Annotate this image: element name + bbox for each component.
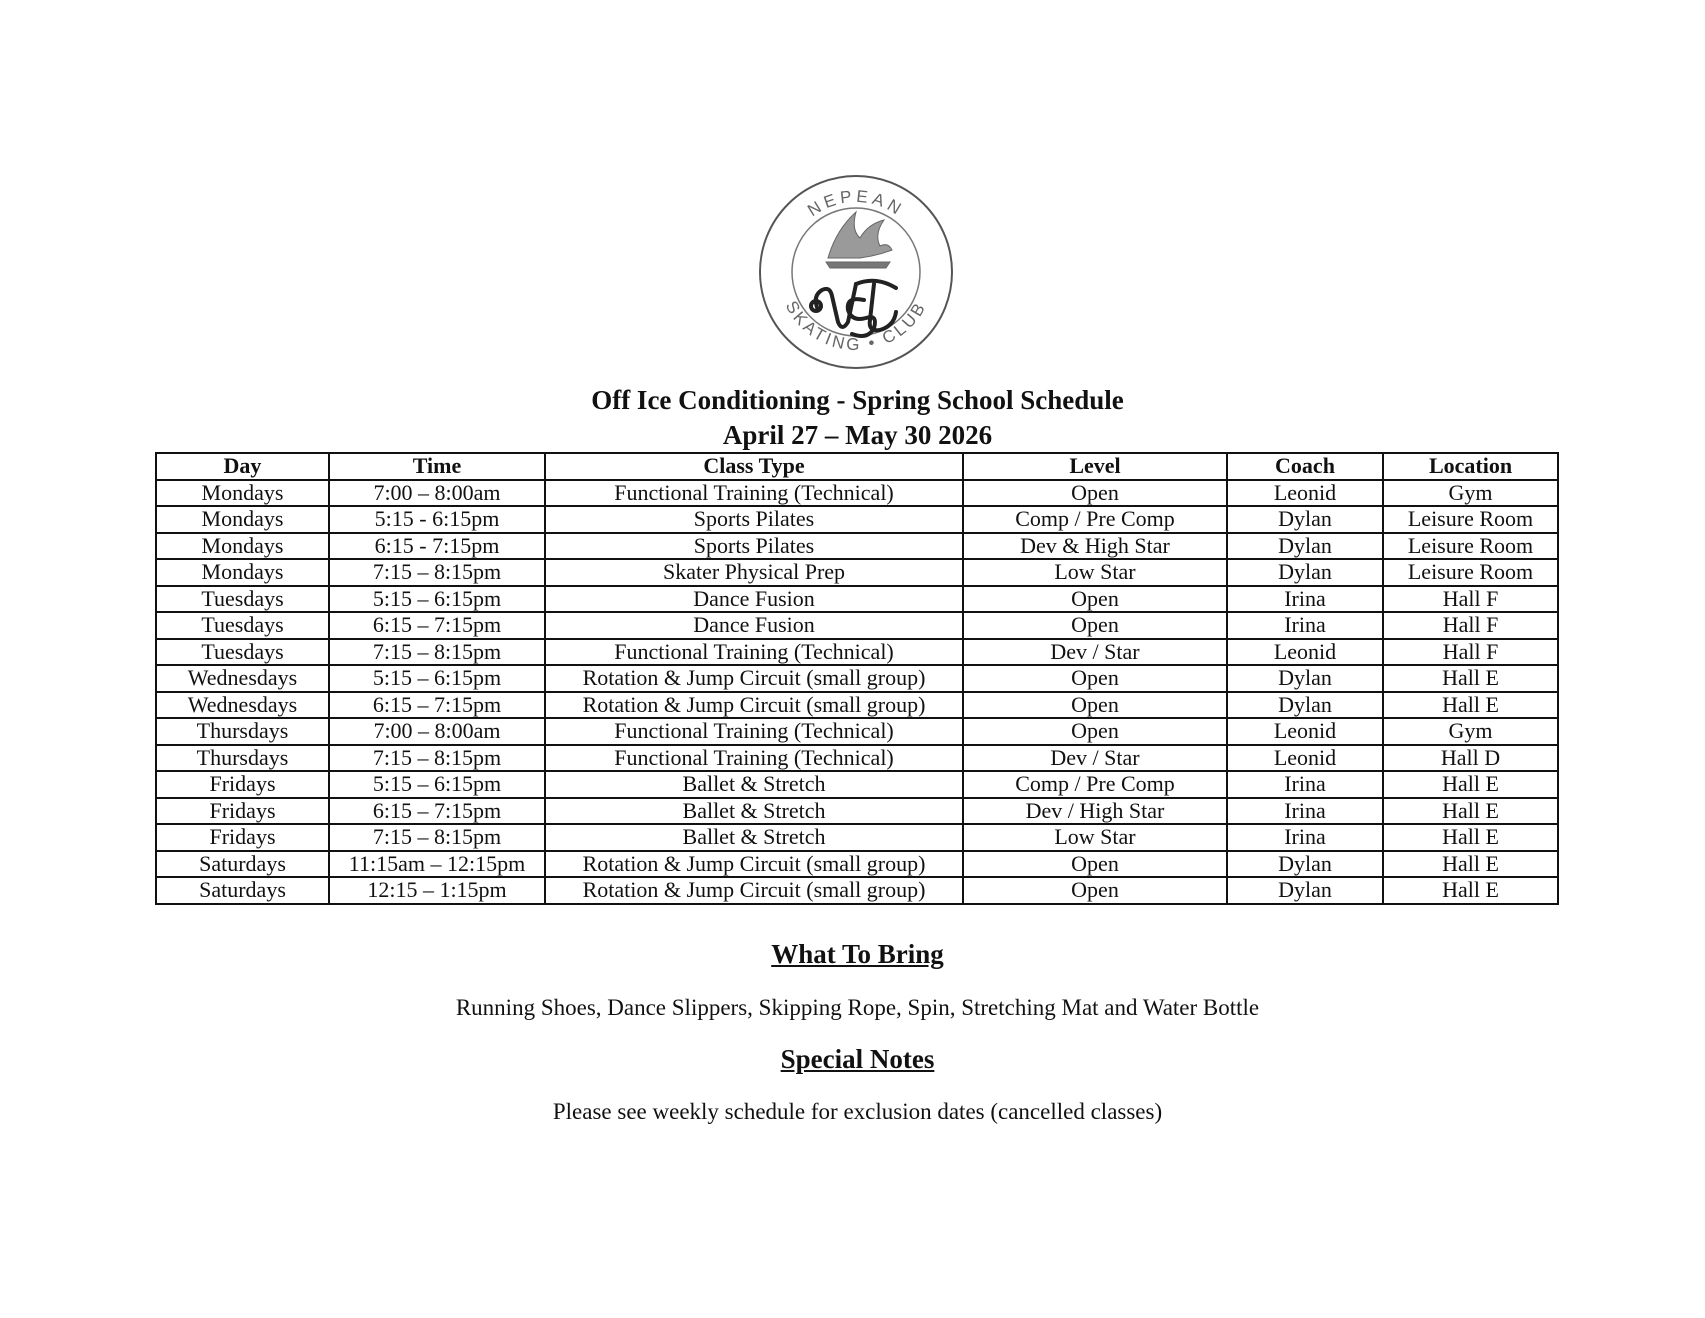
location-cell: Gym <box>1383 480 1558 507</box>
time-cell: 6:15 – 7:15pm <box>329 692 545 719</box>
location-cell: Hall F <box>1383 612 1558 639</box>
table-row <box>156 665 1558 692</box>
club-logo <box>756 172 956 372</box>
table-row <box>156 612 1558 639</box>
coach-cell: Leonid <box>1227 745 1383 772</box>
what-to-bring-text: Running Shoes, Dance Slippers, Skipping Rope, Spin, Stretching Mat and Water Bottle <box>455 995 1260 1020</box>
day-cell: Tuesdays <box>156 612 329 639</box>
level-cell: Comp / Pre Comp <box>963 506 1227 533</box>
level-cell: Dev & High Star <box>963 533 1227 560</box>
location-cell: Hall D <box>1383 745 1558 772</box>
location-cell: Hall F <box>1383 586 1558 613</box>
table-header-row <box>156 453 1558 480</box>
location-cell: Leisure Room <box>1383 506 1558 533</box>
day-cell: Saturdays <box>156 851 329 878</box>
class-type-cell: Dance Fusion <box>545 612 963 639</box>
coach-cell: Dylan <box>1227 877 1383 904</box>
day-cell: Mondays <box>156 506 329 533</box>
column-header-level: Level <box>963 453 1227 480</box>
day-cell: Mondays <box>156 533 329 560</box>
day-cell: Mondays <box>156 559 329 586</box>
time-cell: 5:15 - 6:15pm <box>329 506 545 533</box>
logo-bottom-text: SKATING • CLUB <box>781 297 931 355</box>
level-cell: Open <box>963 851 1227 878</box>
day-cell: Thursdays <box>156 718 329 745</box>
time-cell: 6:15 – 7:15pm <box>329 798 545 825</box>
table-row <box>156 480 1558 507</box>
class-type-cell: Sports Pilates <box>545 506 963 533</box>
level-cell: Open <box>963 612 1227 639</box>
special-notes-text: Please see weekly schedule for exclusion dates (cancelled classes) <box>552 1099 1163 1124</box>
class-type-cell: Ballet & Stretch <box>545 771 963 798</box>
table-row <box>156 533 1558 560</box>
coach-cell: Irina <box>1227 771 1383 798</box>
day-cell: Fridays <box>156 798 329 825</box>
level-cell: Comp / Pre Comp <box>963 771 1227 798</box>
schedule-body <box>156 480 1558 904</box>
level-cell: Open <box>963 877 1227 904</box>
class-type-cell: Skater Physical Prep <box>545 559 963 586</box>
column-header-class-type: Class Type <box>545 453 963 480</box>
wing-emblem <box>826 212 892 268</box>
location-cell: Leisure Room <box>1383 559 1558 586</box>
day-cell: Fridays <box>156 771 329 798</box>
schedule-table <box>155 452 1559 905</box>
schedule-dates: April 27 – May 30 2026 <box>722 420 993 450</box>
table-row <box>156 639 1558 666</box>
location-cell: Hall E <box>1383 665 1558 692</box>
coach-cell: Dylan <box>1227 506 1383 533</box>
location-cell: Leisure Room <box>1383 533 1558 560</box>
level-cell: Low Star <box>963 559 1227 586</box>
day-cell: Saturdays <box>156 877 329 904</box>
level-cell: Open <box>963 692 1227 719</box>
what-to-bring-heading: What To Bring <box>771 939 944 969</box>
level-cell: Low Star <box>963 824 1227 851</box>
svg-text:SKATING • CLUB <box>782 298 931 354</box>
class-type-cell: Functional Training (Technical) <box>545 745 963 772</box>
time-cell: 5:15 – 6:15pm <box>329 586 545 613</box>
level-cell: Dev / High Star <box>963 798 1227 825</box>
level-cell: Open <box>963 718 1227 745</box>
time-cell: 7:00 – 8:00am <box>329 718 545 745</box>
time-cell: 7:15 – 8:15pm <box>329 824 545 851</box>
coach-cell: Irina <box>1227 824 1383 851</box>
logo-top-text: NEPEAN <box>804 186 908 221</box>
class-type-cell: Sports Pilates <box>545 533 963 560</box>
time-cell: 6:15 – 7:15pm <box>329 612 545 639</box>
column-header-time: Time <box>329 453 545 480</box>
table-row <box>156 718 1558 745</box>
day-cell: Mondays <box>156 480 329 507</box>
column-header-location: Location <box>1383 453 1558 480</box>
time-cell: 7:15 – 8:15pm <box>329 745 545 772</box>
class-type-cell: Functional Training (Technical) <box>545 639 963 666</box>
coach-cell: Leonid <box>1227 480 1383 507</box>
table-row <box>156 798 1558 825</box>
day-cell: Thursdays <box>156 745 329 772</box>
coach-cell: Leonid <box>1227 718 1383 745</box>
time-cell: 7:00 – 8:00am <box>329 480 545 507</box>
column-header-coach: Coach <box>1227 453 1383 480</box>
level-cell: Dev / Star <box>963 639 1227 666</box>
table-row <box>156 586 1558 613</box>
coach-cell: Leonid <box>1227 639 1383 666</box>
class-type-cell: Dance Fusion <box>545 586 963 613</box>
location-cell: Hall E <box>1383 824 1558 851</box>
coach-cell: Dylan <box>1227 692 1383 719</box>
time-cell: 7:15 – 8:15pm <box>329 559 545 586</box>
coach-cell: Dylan <box>1227 665 1383 692</box>
level-cell: Open <box>963 586 1227 613</box>
special-notes-heading: Special Notes <box>780 1044 935 1074</box>
table-row <box>156 877 1558 904</box>
table-row <box>156 824 1558 851</box>
class-type-cell: Ballet & Stretch <box>545 798 963 825</box>
location-cell: Hall E <box>1383 771 1558 798</box>
coach-cell: Irina <box>1227 612 1383 639</box>
table-row <box>156 745 1558 772</box>
class-type-cell: Rotation & Jump Circuit (small group) <box>545 851 963 878</box>
page-title: Off Ice Conditioning - Spring School Schedule <box>591 385 1124 415</box>
class-type-cell: Rotation & Jump Circuit (small group) <box>545 877 963 904</box>
class-type-cell: Functional Training (Technical) <box>545 718 963 745</box>
class-type-cell: Rotation & Jump Circuit (small group) <box>545 665 963 692</box>
coach-cell: Dylan <box>1227 559 1383 586</box>
class-type-cell: Rotation & Jump Circuit (small group) <box>545 692 963 719</box>
coach-cell: Irina <box>1227 798 1383 825</box>
level-cell: Dev / Star <box>963 745 1227 772</box>
time-cell: 6:15 - 7:15pm <box>329 533 545 560</box>
day-cell: Wednesdays <box>156 692 329 719</box>
class-type-cell: Functional Training (Technical) <box>545 480 963 507</box>
time-cell: 7:15 – 8:15pm <box>329 639 545 666</box>
table-row <box>156 506 1558 533</box>
day-cell: Wednesdays <box>156 665 329 692</box>
coach-cell: Dylan <box>1227 851 1383 878</box>
time-cell: 5:15 – 6:15pm <box>329 665 545 692</box>
location-cell: Hall E <box>1383 692 1558 719</box>
coach-cell: Irina <box>1227 586 1383 613</box>
level-cell: Open <box>963 665 1227 692</box>
time-cell: 11:15am – 12:15pm <box>329 851 545 878</box>
location-cell: Hall E <box>1383 877 1558 904</box>
day-cell: Tuesdays <box>156 586 329 613</box>
location-cell: Hall E <box>1383 798 1558 825</box>
location-cell: Gym <box>1383 718 1558 745</box>
column-header-day: Day <box>156 453 329 480</box>
location-cell: Hall E <box>1383 851 1558 878</box>
day-cell: Fridays <box>156 824 329 851</box>
day-cell: Tuesdays <box>156 639 329 666</box>
time-cell: 5:15 – 6:15pm <box>329 771 545 798</box>
nepean-skating-club-seal <box>756 172 956 372</box>
table-row <box>156 559 1558 586</box>
table-row <box>156 851 1558 878</box>
table-row <box>156 771 1558 798</box>
level-cell: Open <box>963 480 1227 507</box>
location-cell: Hall F <box>1383 639 1558 666</box>
svg-text:NEPEAN <box>804 187 907 221</box>
class-type-cell: Ballet & Stretch <box>545 824 963 851</box>
table-row <box>156 692 1558 719</box>
time-cell: 12:15 – 1:15pm <box>329 877 545 904</box>
coach-cell: Dylan <box>1227 533 1383 560</box>
